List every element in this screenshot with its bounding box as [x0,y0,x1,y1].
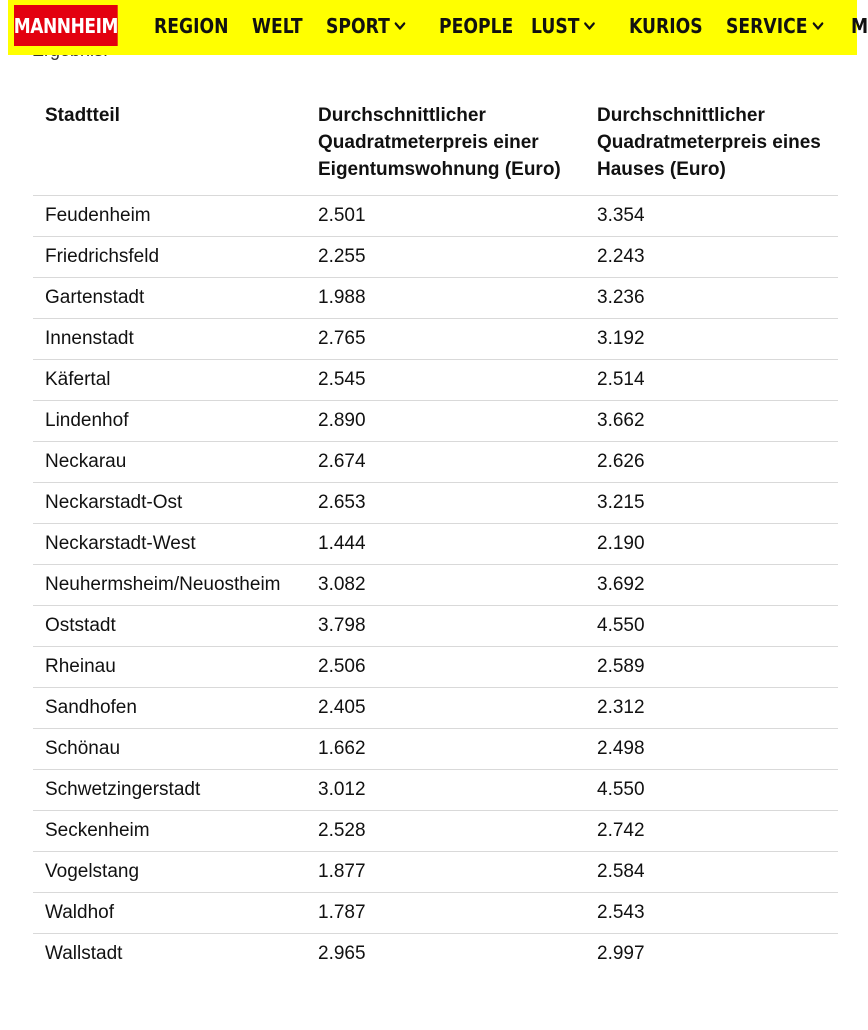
table-row [33,565,838,606]
table-row [33,360,838,401]
cell-house-price: 2.626 [585,442,838,483]
mannheim-logo-link[interactable]: MANNHEIM [14,5,118,46]
cell-house-price: 3.215 [585,483,838,524]
table-row [33,401,838,442]
cell-stadtteil: Gartenstadt [33,278,306,319]
nav-item-label: SPORT [326,14,390,38]
nav-item-label: WELT [252,14,303,38]
cell-stadtteil: Oststadt [33,606,306,647]
cell-apartment-price: 1.877 [306,852,585,893]
cell-apartment-price: 2.674 [306,442,585,483]
cell-house-price: 2.312 [585,688,838,729]
cell-apartment-price: 2.255 [306,237,585,278]
table-row [33,934,838,975]
chevron-down-icon [393,18,407,34]
table-row [33,852,838,893]
cell-house-price: 2.514 [585,360,838,401]
table-row [33,237,838,278]
cell-apartment-price: 2.405 [306,688,585,729]
cell-apartment-price: 3.012 [306,770,585,811]
cell-house-price: 2.997 [597,943,645,964]
cell-stadtteil: Wallstadt [45,943,123,964]
header-house-price: Durchschnittlicher Quadratmeterpreis eines Hauses (Euro) [585,92,838,196]
nav-item-welt[interactable] [252,13,303,39]
cell-stadtteil: Innenstadt [33,319,306,360]
table-row [33,688,838,729]
cell-stadtteil: Neckarstadt-West [33,524,306,565]
chevron-down-icon [583,18,597,34]
nav-item-label: REGION [154,14,229,38]
table-row [33,647,838,688]
chevron-down-icon [811,18,825,34]
nav-item-kurios[interactable] [629,13,703,39]
nav-item-service[interactable] [726,13,825,39]
cell-stadtteil: Lindenhof [33,401,306,442]
nav-item-m[interactable] [851,13,868,39]
nav-item-label: PEOPLE [439,14,514,38]
cell-stadtteil: Sandhofen [33,688,306,729]
table-row [33,196,838,237]
cell-house-price: 3.354 [585,196,838,237]
cell-stadtteil: Feudenheim [33,196,306,237]
table-row [33,606,838,647]
cell-house-price: 4.550 [585,770,838,811]
cell-apartment-price: 2.765 [306,319,585,360]
cell-stadtteil: Friedrichsfeld [33,237,306,278]
cell-apartment-price: 1.988 [306,278,585,319]
table-row [33,729,838,770]
cell-house-price: 2.584 [585,852,838,893]
cell-apartment-price: 2.653 [306,483,585,524]
cell-apartment-price: 3.082 [306,565,585,606]
table-row [33,893,838,934]
top-navigation-bar [8,0,868,55]
nav-item-lust[interactable] [531,13,597,39]
cell-house-price: 2.243 [585,237,838,278]
table-row [33,524,838,565]
cell-apartment-price: 1.787 [306,893,585,934]
cell-apartment-price: 2.965 [318,943,366,964]
cell-house-price: 2.190 [585,524,838,565]
nav-item-label: LUST [531,14,580,38]
table-header-row [33,92,838,196]
cell-stadtteil: Schwetzingerstadt [33,770,306,811]
cell-stadtteil: Neckarstadt-Ost [33,483,306,524]
cell-house-price: 2.543 [585,893,838,934]
cell-apartment-price: 2.506 [306,647,585,688]
header-apartment-price: Durchschnittlicher Quadratmeterpreis einer Eigentumswohnung (Euro) [306,92,585,196]
cell-apartment-price: 3.798 [306,606,585,647]
cell-house-price: 3.662 [585,401,838,442]
cell-apartment-price: 1.662 [306,729,585,770]
table-row [33,319,838,360]
cell-stadtteil: Neckarau [33,442,306,483]
nav-item-sport[interactable] [326,13,407,39]
cell-stadtteil: Schönau [33,729,306,770]
cell-stadtteil: Vogelstang [33,852,306,893]
header-stadtteil: Stadtteil [33,92,306,196]
table-row [33,442,838,483]
cell-house-price: 3.236 [585,278,838,319]
cell-house-price: 4.550 [585,606,838,647]
cell-stadtteil: Seckenheim [33,811,306,852]
price-table [33,92,838,974]
cell-house-price: 3.692 [585,565,838,606]
cell-house-price: 2.498 [585,729,838,770]
nav-item-label: KURIOS [629,14,703,38]
cell-stadtteil: Waldhof [33,893,306,934]
cell-apartment-price: 2.545 [306,360,585,401]
cell-stadtteil: Rheinau [33,647,306,688]
cell-house-price: 2.742 [585,811,838,852]
cell-apartment-price: 1.444 [306,524,585,565]
cell-house-price: 3.192 [585,319,838,360]
table-row [33,811,838,852]
cell-apartment-price: 2.528 [306,811,585,852]
table-row [33,278,838,319]
cell-stadtteil: Neuhermsheim/Neuostheim [33,565,306,606]
cell-stadtteil: Käfertal [33,360,306,401]
cell-house-price: 2.589 [585,647,838,688]
table-row [33,770,838,811]
nav-item-region[interactable] [154,13,229,39]
nav-item-people[interactable] [439,13,513,39]
nav-item-label: SERVICE [726,14,808,38]
nav-item-label: M [851,14,868,38]
cell-apartment-price: 2.890 [306,401,585,442]
cell-apartment-price: 2.501 [306,196,585,237]
table-row [33,483,838,524]
